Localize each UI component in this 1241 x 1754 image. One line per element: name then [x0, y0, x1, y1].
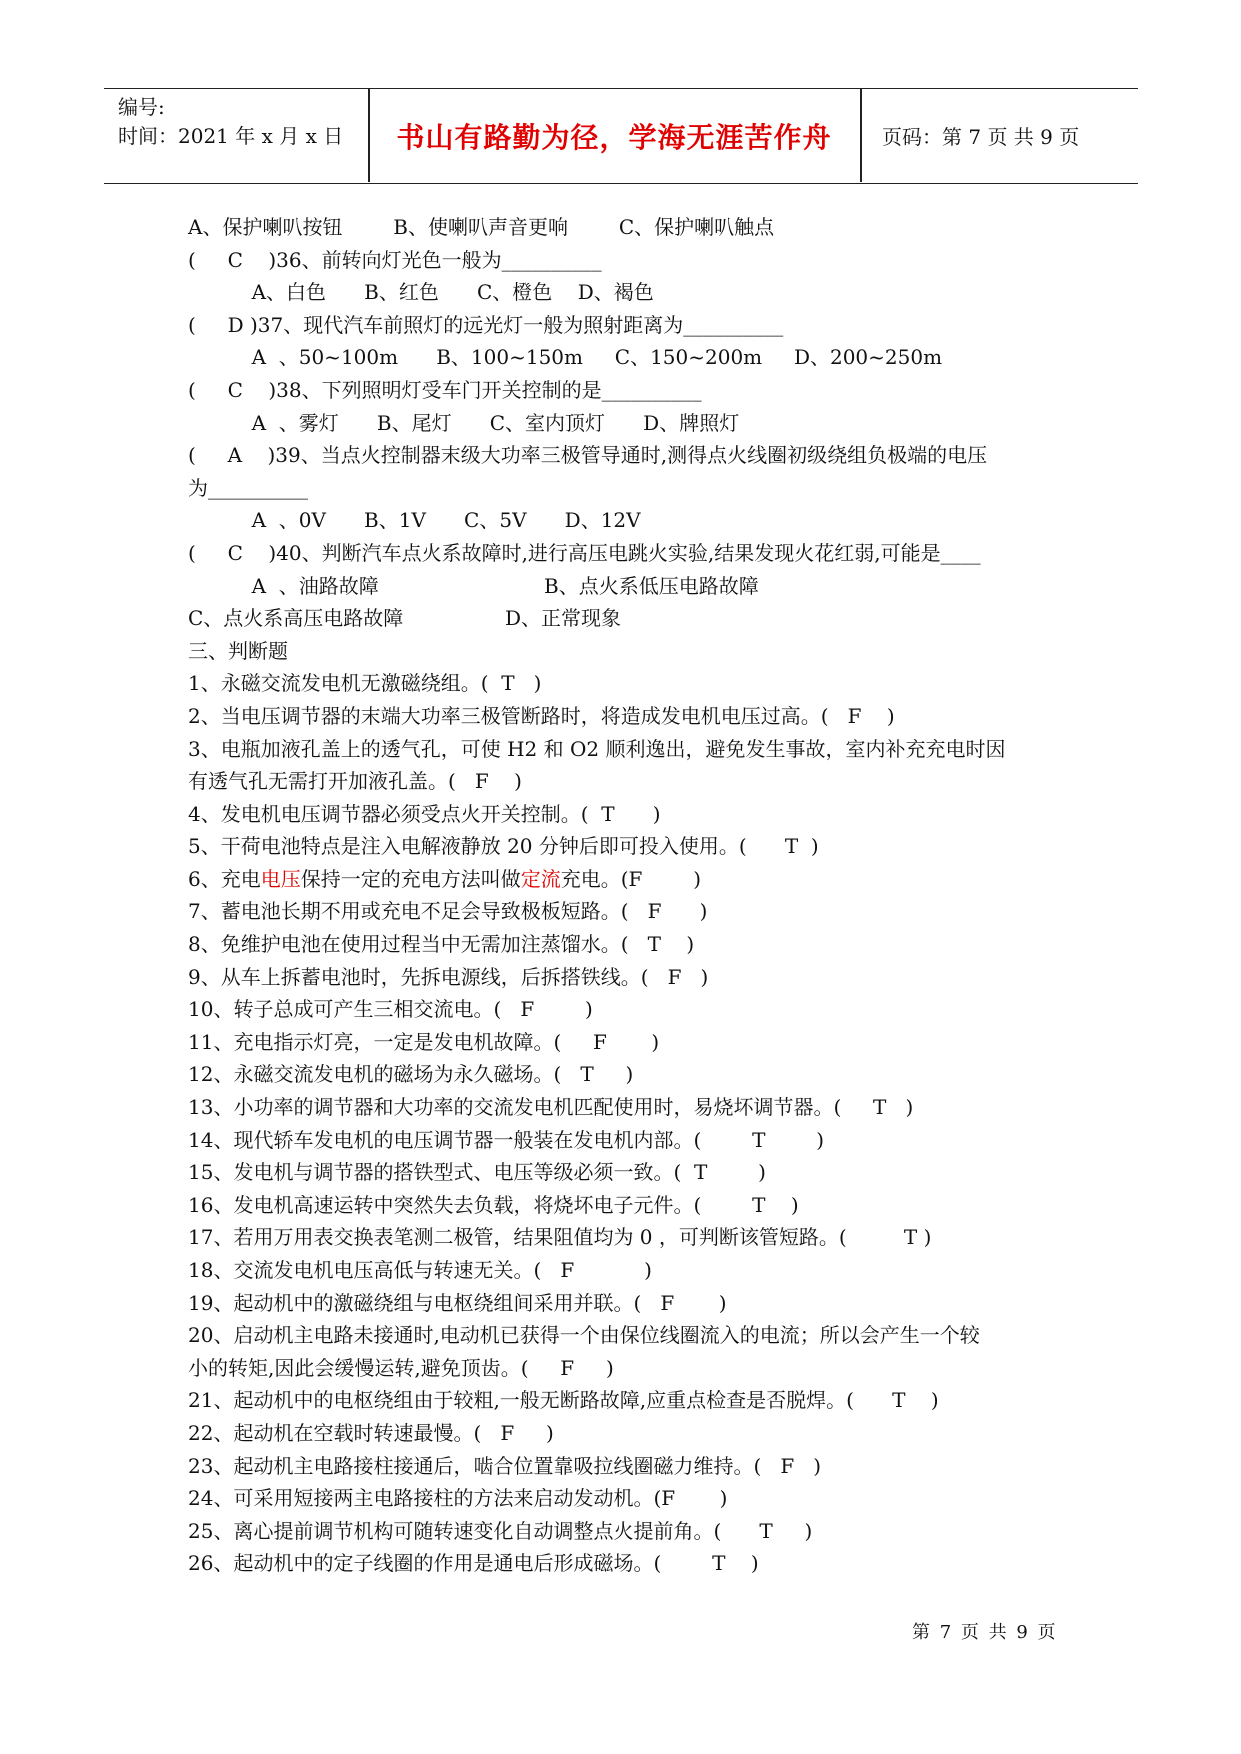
tf-item: 21、起动机中的电枢绕组由于较粗,一般无断路故障,应重点检查是否脱焊。( T ) [188, 1388, 939, 1413]
tf-item-cont: 小的转矩,因此会缓慢运转,避免顶齿。( F ) [188, 1355, 614, 1380]
highlight-red: 定流 [520, 866, 561, 891]
question-40-options-cd: C、点火系高压电路故障 D、正常现象 [188, 606, 622, 631]
text-line: A、保护喇叭按钮 B、使喇叭声音更响 C、保护喇叭触点 [188, 215, 775, 239]
question-40: ( C )40、判断汽车点火系故障时,进行高压电跳火实验,结果发现火花红弱,可能是____ [188, 540, 981, 565]
tf-item: 7、蓄电池长期不用或充电不足会导致极板短路。( F ) [188, 899, 708, 924]
question-38-options: A 、雾灯 B、尾灯 C、室内顶灯 D、牌照灯 [188, 410, 740, 435]
question-38: ( C )38、下列照明灯受车门开关控制的是__________ [188, 377, 702, 402]
tf-item: 20、启动机主电路未接通时,电动机已获得一个由保位线圈流入的电流；所以会产生一个较 [188, 1323, 980, 1348]
tf-item: 2、当电压调节器的末端大功率三极管断路时，将造成发电机电压过高。( F ) [188, 703, 895, 728]
tf-item: 1、永磁交流发电机无激磁绕组。( T ) [188, 671, 542, 696]
tf-item: 19、起动机中的激磁绕组与电枢绕组间采用并联。( F ) [188, 1290, 727, 1315]
tf-item: 25、离心提前调节机构可随转速变化自动调整点火提前角。( T ) [188, 1518, 813, 1543]
tf-item: 12、永磁交流发电机的磁场为永久磁场。( T ) [188, 1062, 634, 1087]
tf-item: 10、转子总成可产生三相交流电。( F ) [188, 997, 593, 1022]
tf-item: 13、小功率的调节器和大功率的交流发电机匹配使用时，易烧坏调节器。( T ) [188, 1095, 914, 1120]
tf-item: 23、起动机主电路接柱接通后，啮合位置靠吸拉线圈磁力维持。( F ) [188, 1453, 822, 1478]
page-footer: 第 7 页 共 9 页 [912, 1622, 1058, 1643]
question-40-options-ab: A 、油路故障 B、点火系低压电路故障 [188, 573, 759, 598]
header-meta [118, 93, 368, 151]
header-page-info: 页码：第 7 页 共 9 页 [882, 125, 1080, 149]
tf-item-6 [188, 863, 1058, 896]
page-header [104, 88, 1138, 184]
tf-item: 16、发电机高速运转中突然失去负载，将烧坏电子元件。( T ) [188, 1192, 799, 1217]
tf-item: 15、发电机与调节器的搭铁型式、电压等级必须一致。( T ) [188, 1160, 766, 1185]
tf-item: 18、交流发电机电压高低与转速无关。( F ) [188, 1258, 652, 1282]
serial-label: 编号: [118, 95, 165, 119]
question-39-cont: 为__________ [188, 475, 308, 500]
tf-item: 8、免维护电池在使用过程当中无需加注蒸馏水。( T ) [188, 932, 695, 957]
highlight-red: 电压 [260, 866, 301, 891]
question-37: ( D )37、现代汽车前照灯的远光灯一般为照射距离为__________ [188, 312, 784, 337]
tf-item: 11、充电指示灯亮，一定是发电机故障。( F ) [188, 1029, 660, 1054]
question-36: ( C )36、前转向灯光色一般为__________ [188, 247, 602, 272]
header-divider-right [860, 89, 862, 182]
section-heading: 三、判断题 [188, 638, 288, 663]
tf-item: 4、发电机电压调节器必须受点火开关控制。( T ) [188, 801, 661, 826]
question-36-options: A、白色 B、红色 C、橙色 D、褐色 [188, 280, 654, 305]
tf-item: 24、可采用短接两主电路接柱的方法来启动发动机。(F ) [188, 1486, 728, 1511]
text-span: 6、充电 [188, 866, 261, 891]
tf-item: 17、若用万用表交换表笔测二极管，结果阻值均为 0 ，可判断该管短路。( T ) [188, 1225, 932, 1250]
question-37-options: A 、50~100m B、100~150m C、150~200m D、200~250m [188, 345, 943, 370]
question-39: ( A )39、当点火控制器末级大功率三极管导通时,测得点火线圈初级绕组负极端的电压 [188, 443, 988, 468]
text-span: 充电。(F ) [560, 866, 702, 891]
tf-item: 9、从车上拆蓄电池时，先拆电源线，后拆搭铁线。( F ) [188, 964, 709, 989]
header-motto: 书山有路勤为径，学海无涯苦作舟 [396, 120, 832, 154]
tf-item: 26、起动机中的定子线圈的作用是通电后形成磁场。( T ) [188, 1551, 759, 1576]
document-body [188, 211, 1058, 1580]
tf-item: 5、干荷电池特点是注入电解液静放 20 分钟后即可投入使用。( T ) [188, 834, 819, 859]
text-span: 保持一定的充电方法叫做 [300, 866, 521, 891]
tf-item: 14、现代轿车发电机的电压调节器一般装在发电机内部。( T ) [188, 1127, 825, 1152]
tf-item-cont: 有透气孔无需打开加液孔盖。( F ) [188, 769, 522, 794]
tf-item: 22、起动机在空载时转速最慢。( F ) [188, 1420, 554, 1445]
question-39-options: A 、0V B、1V C、5V D、12V [188, 508, 641, 533]
time-label: 时间：2021 年 x 月 x 日 [118, 124, 344, 148]
tf-item: 3、电瓶加液孔盖上的透气孔，可使 H2 和 O2 顺利逸出，避免发生事故，室内补充充电时因 [188, 736, 1006, 761]
